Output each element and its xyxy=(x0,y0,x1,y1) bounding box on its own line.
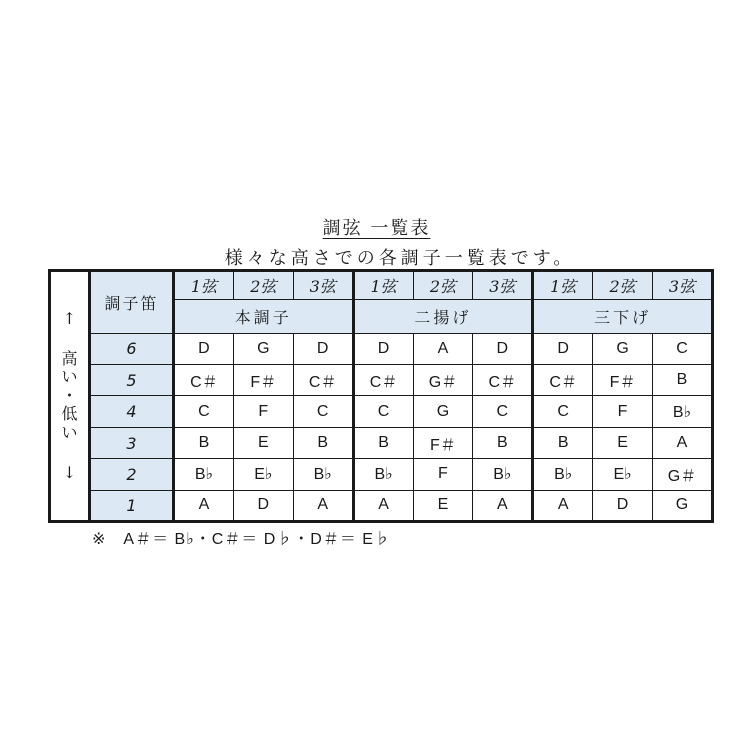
note-cell: C xyxy=(174,396,234,427)
tuning-name-header: 三下げ xyxy=(533,300,713,333)
note-cell: A xyxy=(653,427,713,458)
arrow-down-icon: ↓ xyxy=(62,462,77,482)
note-cell: A xyxy=(533,490,593,521)
pitch-direction-label xyxy=(50,271,90,522)
note-cell: C＃ xyxy=(293,365,353,396)
note-cell: G xyxy=(593,333,653,364)
footnote: ※ A＃＝ B♭・C＃＝ D♭・D＃＝ E♭ xyxy=(92,531,391,548)
note-cell: C xyxy=(653,333,713,364)
note-cell: F＃ xyxy=(593,365,653,396)
note-cell: D xyxy=(233,490,293,521)
note-cell: B xyxy=(293,427,353,458)
note-cell: C＃ xyxy=(353,365,413,396)
arrow-up-icon: ↑ xyxy=(62,308,77,328)
note-cell: F＃ xyxy=(233,365,293,396)
note-cell: E xyxy=(593,427,653,458)
header-row-strings xyxy=(50,271,713,300)
note-cell: A xyxy=(293,490,353,521)
note-cell: D xyxy=(473,333,533,364)
table-row xyxy=(50,396,713,427)
side-label-char: い xyxy=(61,367,78,387)
pitch-pipe-number: 3 xyxy=(90,427,174,458)
note-cell: C＃ xyxy=(533,365,593,396)
note-cell: B xyxy=(473,427,533,458)
note-cell: D xyxy=(533,333,593,364)
table-row xyxy=(50,365,713,396)
note-cell: B xyxy=(174,427,234,458)
note-cell: B xyxy=(353,427,413,458)
note-cell: C xyxy=(473,396,533,427)
note-cell: D xyxy=(174,333,234,364)
note-cell: A xyxy=(473,490,533,521)
note-cell: E xyxy=(413,490,473,521)
pitch-pipe-header: 調子笛 xyxy=(90,271,174,334)
pitch-pipe-number: 4 xyxy=(90,396,174,427)
page-title xyxy=(0,214,753,240)
string-header: 3弦 xyxy=(653,271,713,300)
side-label-char: い xyxy=(61,422,78,442)
string-header: 2弦 xyxy=(593,271,653,300)
table-row xyxy=(50,427,713,458)
note-cell: G＃ xyxy=(413,365,473,396)
page-subtitle: 様々な高さでの各調子一覧表です。 xyxy=(224,248,576,269)
note-cell: A xyxy=(353,490,413,521)
note-cell: F xyxy=(233,396,293,427)
note-cell: A xyxy=(174,490,234,521)
note-cell: E♭ xyxy=(593,459,653,490)
note-cell: A xyxy=(413,333,473,364)
side-label-char: ・ xyxy=(61,385,78,405)
note-cell: B xyxy=(533,427,593,458)
note-cell: B♭ xyxy=(174,459,234,490)
pitch-pipe-number: 5 xyxy=(90,365,174,396)
note-cell: B♭ xyxy=(473,459,533,490)
table-row xyxy=(50,490,713,521)
string-header: 3弦 xyxy=(473,271,533,300)
string-header: 3弦 xyxy=(293,271,353,300)
note-cell: G xyxy=(413,396,473,427)
note-cell: C＃ xyxy=(174,365,234,396)
pitch-pipe-number: 6 xyxy=(90,333,174,364)
note-cell: B xyxy=(653,365,713,396)
string-header: 2弦 xyxy=(413,271,473,300)
note-cell: G xyxy=(233,333,293,364)
table-row xyxy=(50,333,713,364)
note-cell: C＃ xyxy=(473,365,533,396)
tuning-table xyxy=(48,269,714,523)
tuning-table-body xyxy=(50,271,713,522)
string-header: 1弦 xyxy=(353,271,413,300)
note-cell: B♭ xyxy=(653,396,713,427)
note-cell: B♭ xyxy=(533,459,593,490)
note-cell: D xyxy=(593,490,653,521)
tuning-name-header: 二揚げ xyxy=(353,300,533,333)
note-cell: F xyxy=(413,459,473,490)
note-cell: C xyxy=(353,396,413,427)
note-cell: G＃ xyxy=(653,459,713,490)
note-cell: C xyxy=(293,396,353,427)
string-header: 2弦 xyxy=(233,271,293,300)
note-cell: G xyxy=(653,490,713,521)
side-label-char: 高 xyxy=(61,349,78,369)
note-cell: B♭ xyxy=(293,459,353,490)
note-cell: C xyxy=(533,396,593,427)
title-text: 調弦 一覧表 xyxy=(322,218,431,239)
string-header: 1弦 xyxy=(174,271,234,300)
note-cell: E♭ xyxy=(233,459,293,490)
note-cell: E xyxy=(233,427,293,458)
note-cell: F＃ xyxy=(413,427,473,458)
string-header: 1弦 xyxy=(533,271,593,300)
pitch-pipe-number: 2 xyxy=(90,459,174,490)
note-cell: F xyxy=(593,396,653,427)
table-row xyxy=(50,459,713,490)
tuning-name-header: 本調子 xyxy=(174,300,354,333)
pitch-pipe-number: 1 xyxy=(90,490,174,521)
note-cell: D xyxy=(293,333,353,364)
side-label-char: 低 xyxy=(61,404,78,424)
note-cell: D xyxy=(353,333,413,364)
note-cell: B♭ xyxy=(353,459,413,490)
